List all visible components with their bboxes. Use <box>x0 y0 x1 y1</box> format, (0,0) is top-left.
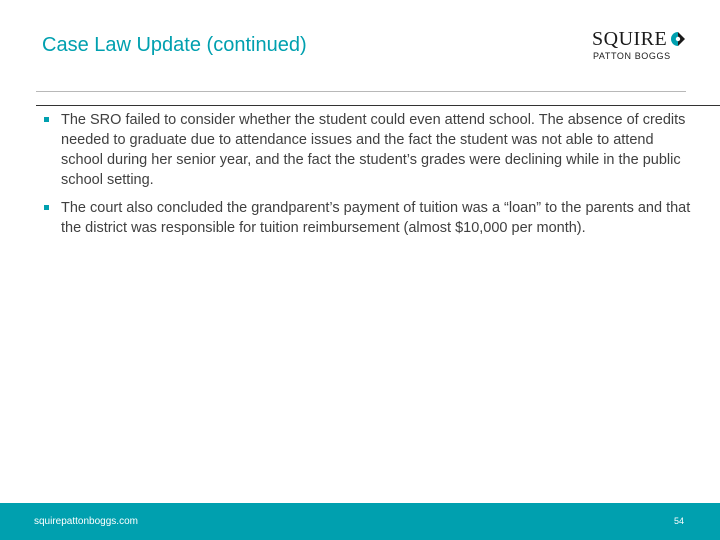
bullet-item <box>44 198 694 238</box>
footer-website: squirepattonboggs.com <box>34 516 138 527</box>
square-bullet-icon <box>44 205 49 210</box>
page-number: 54 <box>674 516 685 526</box>
bullet-text: The SRO failed to consider whether the student could even attend school. The absence of credits needed to graduate due to attendance issues and the fact the student was not able to attend school during her senior year, and the fact the student’s grades were declining while in the public school setting. <box>61 112 686 188</box>
company-logo <box>592 28 688 64</box>
bullet-item <box>44 110 694 190</box>
bullet-text: The court also concluded the grandparent’s payment of tuition was a “loan” to the parents and that the district was responsible for tuition reimbursement (almost $10,000 per month). <box>61 200 691 236</box>
slide-title: Case Law Update (continued) <box>42 34 307 56</box>
squire-logo-mark-icon <box>670 31 686 47</box>
header-divider-thin <box>36 91 686 92</box>
bullet-list <box>44 110 694 246</box>
square-bullet-icon <box>44 117 49 122</box>
header-divider-dark <box>36 105 720 106</box>
footer-bar <box>0 503 720 540</box>
logo-wordmark-line2: PATTON BOGGS <box>593 51 671 61</box>
logo-wordmark-line1: SQUIRE <box>592 28 668 50</box>
